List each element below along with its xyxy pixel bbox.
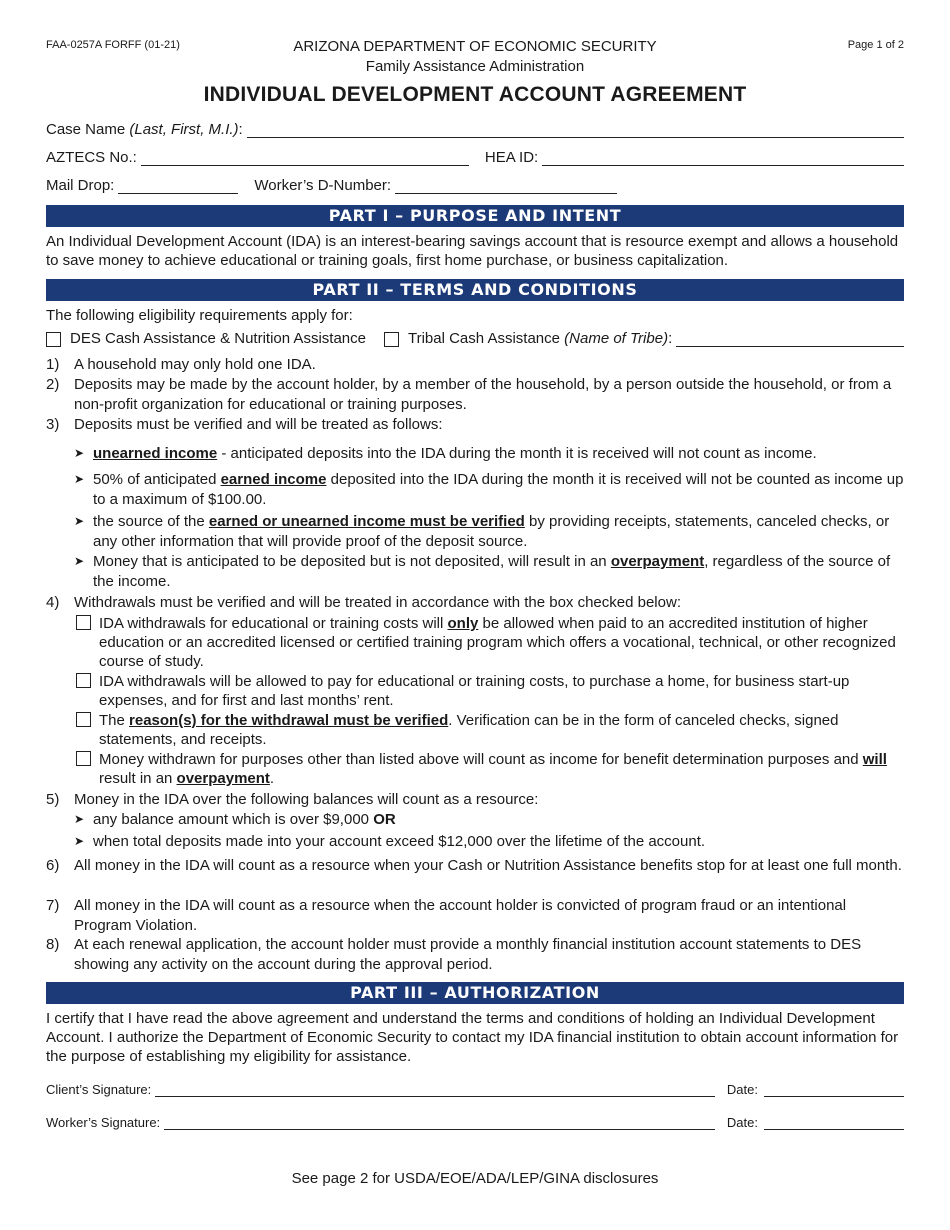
- option-text: be allowed when paid to an accredited institution of higher education or an accredited licensed or certified training program which offers a vocational, technical, or other recognized course of study.: [99, 615, 896, 670]
- case-name-hint: (Last, First, M.I.): [129, 121, 239, 138]
- withdrawal-option-checkbox[interactable]: [76, 751, 91, 766]
- hea-id-label: HEA ID:: [484, 149, 539, 166]
- list-item: [46, 375, 904, 414]
- bullet-text: Money that is anticipated to be deposited but is not deposited, will result in an: [93, 553, 611, 570]
- bullet-text: when total deposits made into your account exceed $12,000 over the lifetime of the account.: [93, 833, 706, 850]
- bullet-text: , regardless of the source of the income.: [93, 553, 891, 590]
- aztecs-label: AZTECS No.:: [46, 149, 137, 166]
- tribe-name-hint: (Name of Tribe): [564, 330, 669, 347]
- item-number: 6): [46, 857, 60, 874]
- form-code: FAA-0257A FORFF (01-21): [46, 39, 180, 51]
- item-text: At each renewal application, the account holder must provide a monthly financial institution account statements to DES showing any activity on the account during the approval period.: [74, 936, 862, 973]
- worker-d-number-label: Worker’s D-Number:: [254, 177, 392, 194]
- list-item: [46, 896, 904, 935]
- list-item: [46, 355, 904, 375]
- authorization-text: I certify that I have read the above agreement and understand the terms and conditions of holding an Individual Development Account. I authorize the Department of Economic Security to contact my IDA financial institution to obtain account information for the purpose of establishing my eligibility for assistance.: [46, 1010, 899, 1065]
- footer-disclosure: See page 2 for USDA/EOE/ADA/LEP/GINA disclosures: [291, 1170, 659, 1187]
- list-item: [46, 415, 904, 435]
- bullet-item: [74, 470, 904, 509]
- withdrawal-option-checkbox[interactable]: [76, 712, 91, 727]
- list-item: [46, 790, 904, 810]
- case-name-colon: :: [238, 121, 243, 138]
- bullet-text: the source of the: [93, 513, 209, 530]
- item-text: All money in the IDA will count as a resource when the account holder is convicted of program fraud or an intentional Program Violation.: [74, 897, 847, 934]
- item-text: Deposits must be verified and will be treated as follows:: [74, 416, 443, 433]
- client-date-label: Date:: [726, 1082, 758, 1097]
- bold-term: OR: [373, 811, 396, 828]
- arrow-bullet-icon: ➤: [74, 472, 85, 486]
- item-number: 1): [46, 356, 60, 373]
- bullet-text: 50% of anticipated: [93, 471, 221, 488]
- arrow-bullet-icon: ➤: [74, 446, 85, 460]
- mail-drop-row: [46, 177, 904, 194]
- item-number: 3): [46, 416, 60, 433]
- item-text: Deposits may be made by the account holder, by a member of the household, by a person outside the household, or from a non-profit organization for educational or training purposes.: [74, 376, 892, 413]
- client-signature-row: [46, 1082, 904, 1097]
- item-text: Withdrawals must be verified and will be treated in accordance with the box checked below:: [74, 594, 681, 611]
- mail-drop-label: Mail Drop:: [46, 177, 115, 194]
- item-number: 4): [46, 594, 60, 611]
- worker-date-field[interactable]: [764, 1117, 904, 1130]
- bold-term: overpayment: [610, 553, 705, 570]
- bold-term: earned income: [220, 471, 327, 488]
- list-item: [46, 935, 904, 974]
- worker-date-label: Date:: [726, 1115, 758, 1130]
- bullet-item: [74, 444, 904, 464]
- item-text: A household may only hold one IDA.: [74, 356, 316, 373]
- client-signature-label: Client’s Signature:: [46, 1082, 152, 1097]
- worker-d-number-field[interactable]: [395, 179, 617, 194]
- option-text: IDA withdrawals will be allowed to pay for educational or training costs, to purchase a home, for business start-up expenses, and for first and last months’ rent.: [99, 673, 850, 709]
- tribal-assistance-label: Tribal Cash Assistance: [407, 330, 560, 347]
- bullet-item: [74, 832, 904, 852]
- tribe-name-field[interactable]: [676, 332, 904, 347]
- bullet-item: [74, 512, 904, 551]
- bullet-text: by providing receipts, statements, canceled checks, or any other information that will provide proof of the deposit source.: [93, 513, 890, 550]
- bullet-item: [74, 552, 904, 591]
- worker-signature-row: [46, 1115, 904, 1130]
- part1-text: An Individual Development Account (IDA) is an interest-bearing savings account that is resource exempt and allows a household to save money to achieve educational or training goals, first home purchase, or business capitalization.: [46, 233, 899, 269]
- item-number: 2): [46, 376, 60, 393]
- des-assistance-checkbox[interactable]: [46, 332, 61, 347]
- withdrawal-option: [74, 614, 904, 671]
- option-text: The: [99, 712, 130, 729]
- item-text: Money in the IDA over the following balances will count as a resource:: [74, 791, 539, 808]
- bold-term: earned or unearned income must be verified: [208, 513, 525, 530]
- withdrawal-option-checkbox[interactable]: [76, 615, 91, 630]
- client-date-field[interactable]: [764, 1084, 904, 1097]
- item-number: 7): [46, 897, 60, 914]
- eligibility-intro: The following eligibility requirements apply for:: [46, 307, 353, 324]
- bold-term: overpayment: [176, 770, 270, 787]
- des-assistance-label: DES Cash Assistance & Nutrition Assistance: [70, 330, 366, 347]
- list-item: [46, 593, 904, 613]
- tribal-assistance-checkbox[interactable]: [384, 332, 399, 347]
- arrow-bullet-icon: ➤: [74, 514, 85, 528]
- mail-drop-field[interactable]: [118, 179, 238, 194]
- division-name: Family Assistance Administration: [365, 58, 585, 75]
- case-name-row: [46, 121, 904, 138]
- bullet-text: deposited into the IDA during the month it is received will not be counted as income up to a maximum of $100.00.: [93, 471, 904, 508]
- arrow-bullet-icon: ➤: [74, 812, 85, 826]
- withdrawal-option: [74, 750, 904, 788]
- aztecs-field[interactable]: [141, 151, 469, 166]
- item-text: All money in the IDA will count as a resource when your Cash or Nutrition Assistance benefits stop for at least one full month.: [74, 857, 902, 874]
- page-number: Page 1 of 2: [847, 39, 904, 51]
- part1-heading: PART I – PURPOSE AND INTENT: [46, 205, 904, 227]
- withdrawal-option-checkbox[interactable]: [76, 673, 91, 688]
- option-text: Money withdrawn for purposes other than listed above will count as income for benefit determination purposes and: [99, 751, 863, 768]
- case-name-field[interactable]: [247, 123, 904, 138]
- bullet-text: - anticipated deposits into the IDA during the month it is received will not count as income.: [217, 445, 817, 462]
- hea-id-field[interactable]: [542, 151, 904, 166]
- agency-name: ARIZONA DEPARTMENT OF ECONOMIC SECURITY: [293, 38, 657, 55]
- withdrawal-option: [74, 711, 904, 749]
- arrow-bullet-icon: ➤: [74, 834, 85, 848]
- option-text: . Verification can be in the form of canceled checks, signed statements, and receipts.: [99, 712, 839, 748]
- assistance-options-row: [46, 330, 904, 347]
- tribe-colon: :: [668, 330, 673, 347]
- client-signature-field[interactable]: [155, 1084, 715, 1097]
- bold-term: reason(s) for the withdrawal must be verified: [129, 712, 449, 729]
- bold-term: only: [447, 615, 479, 632]
- item-number: 5): [46, 791, 60, 808]
- item-number: 8): [46, 936, 60, 953]
- case-name-label: Case Name: [46, 121, 126, 138]
- list-item: [46, 856, 904, 876]
- bold-term: unearned income: [93, 445, 218, 462]
- withdrawal-option: [74, 672, 904, 710]
- option-text: IDA withdrawals for educational or training costs will: [99, 615, 448, 632]
- part2-heading: PART II – TERMS AND CONDITIONS: [46, 279, 904, 301]
- option-text: .: [269, 770, 275, 787]
- worker-signature-label: Worker’s Signature:: [46, 1115, 161, 1130]
- bullet-item: [74, 810, 904, 830]
- worker-signature-field[interactable]: [164, 1117, 715, 1130]
- bullet-text: any balance amount which is over $9,000: [93, 811, 374, 828]
- document-title: INDIVIDUAL DEVELOPMENT ACCOUNT AGREEMENT: [203, 83, 747, 106]
- arrow-bullet-icon: ➤: [74, 554, 85, 568]
- bold-term: will: [862, 751, 887, 768]
- aztecs-row: [46, 149, 904, 166]
- part3-heading: PART III – AUTHORIZATION: [46, 982, 904, 1004]
- option-text: result in an: [99, 770, 177, 787]
